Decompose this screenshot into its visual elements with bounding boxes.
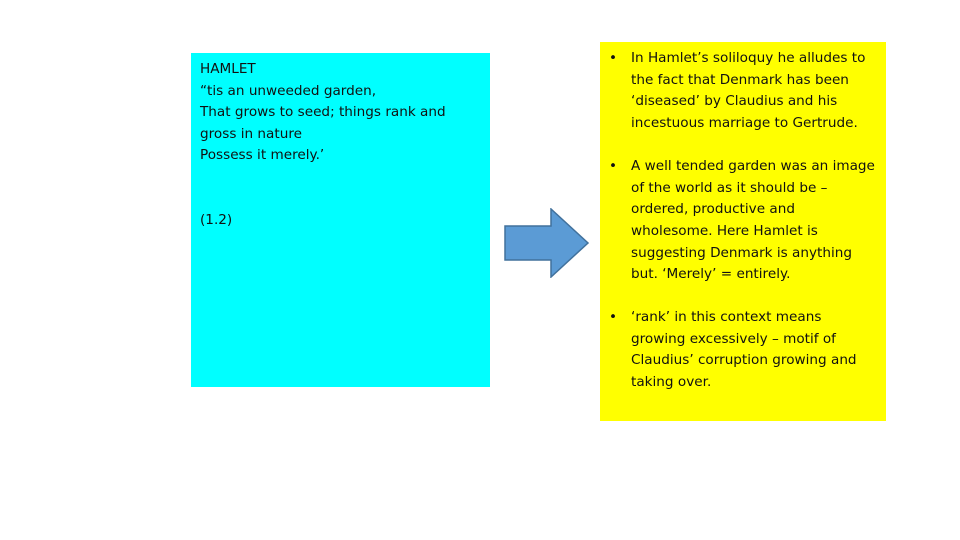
note-item-3 [606,307,880,394]
quote-line-speaker: HAMLET [200,61,256,77]
note-item-1 [606,48,880,135]
bullet-mark: • [609,309,618,326]
note-text-3: ‘rank’ in this context means growing excessively – motif of Claudius’ corruption growing and taking over. [631,309,857,391]
note-text-1: In Hamlet’s soliloquy he alludes to the fact that Denmark has been ‘diseased’ by Claudius and his incestuous marriage to Gertrude. [631,50,866,132]
notes-box [600,42,886,421]
right-arrow-icon [504,208,590,278]
note-text-2: A well tended garden was an image of the world as it should be – ordered, productive and wholesome. Here Hamlet is suggesting Denmark is anything but. ‘Merely’ = entirely. [631,157,875,283]
quote-line-4: Possess it merely.’ [200,147,325,163]
bullet-mark: • [609,157,618,174]
quote-line-1: “tis an unweeded garden, [200,82,377,99]
quote-line-2: That grows to seed; things rank and [200,104,446,120]
quote-box [191,53,490,387]
quote-reference: (1.2) [200,211,233,228]
bullet-mark: • [609,50,618,66]
note-item-2 [606,156,880,286]
arrow-shape [505,209,588,277]
quote-line-3: gross in nature [200,125,302,142]
